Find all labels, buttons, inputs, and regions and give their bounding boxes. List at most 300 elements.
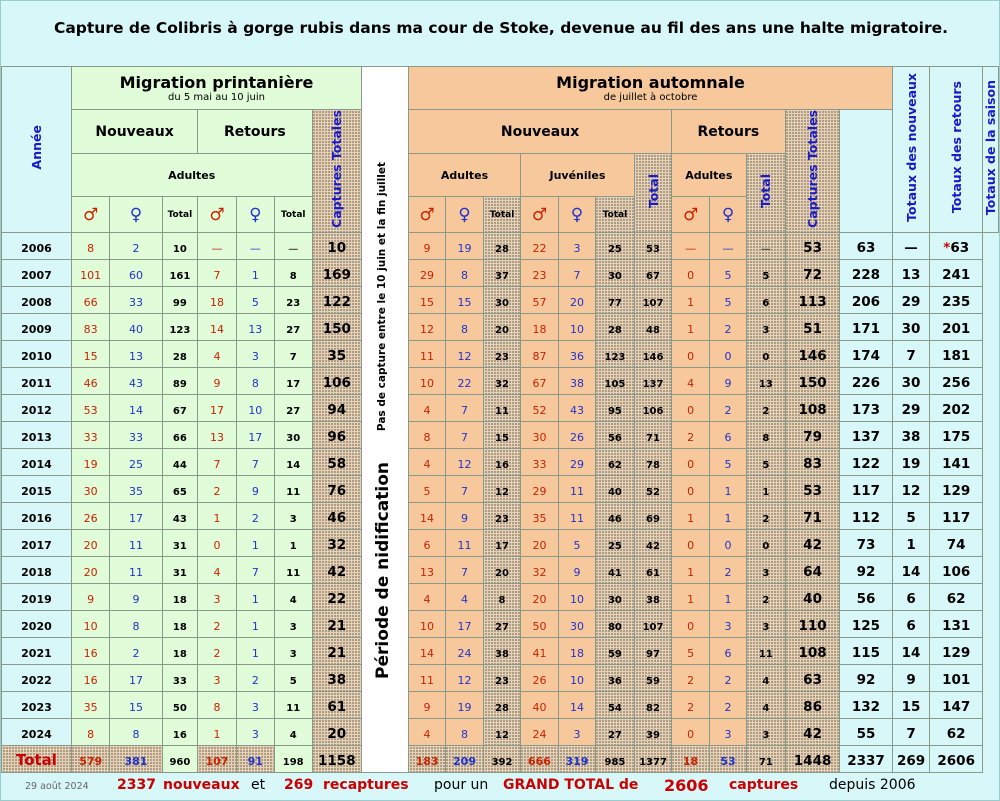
row-spring-new-male: 8 (71, 719, 110, 746)
row-spring-captures: 32 (312, 530, 362, 557)
row-spring-return-total: 8 (274, 260, 312, 287)
spring-total-captures-header-cell (312, 110, 362, 233)
row-autumn-juv-male: 30 (520, 422, 558, 449)
row-spring-new-female: 14 (110, 395, 162, 422)
row-spring-return-total: 14 (274, 449, 312, 476)
row-autumn-juv-male: 33 (520, 449, 558, 476)
row-autumn-juv-male: 52 (520, 395, 558, 422)
row-autumn-captures: 64 (785, 557, 839, 584)
row-autumn-juv-male: 32 (520, 557, 558, 584)
row-autumn-juv-male: 26 (520, 665, 558, 692)
male-symbol: ♂ (71, 197, 110, 233)
row-spring-new-female: 17 (110, 503, 162, 530)
row-total-returns: 30 (892, 368, 930, 395)
row-autumn-adult-male: 29 (409, 260, 446, 287)
row-autumn-juv-total: 56 (595, 422, 634, 449)
row-autumn-return-total: 4 (746, 665, 785, 692)
row-autumn-juv-total: 80 (595, 611, 634, 638)
row-autumn-juv-female: 38 (559, 368, 596, 395)
row-year: 2018 (2, 557, 72, 584)
row-spring-return-female: 8 (236, 368, 274, 395)
row-spring-new-female: 43 (110, 368, 162, 395)
row-spring-new-total: 10 (162, 233, 198, 260)
row-spring-new-total: 161 (162, 260, 198, 287)
row-spring-return-male: 18 (198, 287, 236, 314)
row-autumn-juv-female: 5 (559, 530, 596, 557)
row-autumn-return-male: 2 (671, 422, 709, 449)
row-autumn-adult-total: 12 (484, 719, 521, 746)
row-autumn-new-total: 97 (635, 638, 672, 665)
row-spring-return-female: 13 (236, 314, 274, 341)
row-spring-new-female: 33 (110, 287, 162, 314)
row-total-new: 112 (840, 503, 892, 530)
row-total-new: 173 (840, 395, 892, 422)
row-autumn-captures: 63 (785, 665, 839, 692)
row-autumn-juv-total: 25 (595, 233, 634, 260)
row-autumn-return-total: 2 (746, 395, 785, 422)
row-spring-new-total: 43 (162, 503, 198, 530)
row-autumn-return-male: 1 (671, 287, 709, 314)
row-autumn-juv-total: 62 (595, 449, 634, 476)
row-year: 2009 (2, 314, 72, 341)
male-symbol: ♂ (198, 197, 236, 233)
row-spring-return-female: 17 (236, 422, 274, 449)
row-spring-new-female: 13 (110, 341, 162, 368)
total-label: Total (162, 197, 198, 233)
row-autumn-juv-female: 10 (559, 314, 596, 341)
row-spring-new-total: 89 (162, 368, 198, 395)
row-spring-new-female: 35 (110, 476, 162, 503)
autumn-header-cell (409, 67, 892, 110)
autumn-total-captures-header-cell (785, 110, 839, 233)
row-autumn-return-male: 0 (671, 530, 709, 557)
row-autumn-juv-female: 7 (559, 260, 596, 287)
total-row-autumn-captures: 1448 (785, 746, 839, 773)
row-autumn-juv-male: 57 (520, 287, 558, 314)
row-autumn-return-male: 0 (671, 395, 709, 422)
row-spring-captures: 21 (312, 611, 362, 638)
row-spring-return-female: 5 (236, 287, 274, 314)
total-row-autumn-new-total: 1377 (635, 746, 672, 773)
row-autumn-adult-female: 7 (445, 557, 483, 584)
footer-date: 29 août 2024 (25, 781, 89, 792)
row-total-new: 73 (840, 530, 892, 557)
row-year: 2019 (2, 584, 72, 611)
row-autumn-juv-total: 25 (595, 530, 634, 557)
row-spring-return-male: 14 (198, 314, 236, 341)
row-autumn-captures: 108 (785, 638, 839, 665)
row-autumn-juv-female: 11 (559, 503, 596, 530)
row-spring-new-female: 15 (110, 692, 162, 719)
row-year: 2020 (2, 611, 72, 638)
row-autumn-return-female: 0 (710, 341, 747, 368)
row-spring-new-total: 67 (162, 395, 198, 422)
row-spring-return-male: 13 (198, 422, 236, 449)
row-spring-new-female: 9 (110, 584, 162, 611)
row-total-new: 137 (840, 422, 892, 449)
total-label: Total (274, 197, 312, 233)
row-autumn-new-total: 67 (635, 260, 672, 287)
row-spring-return-male: 9 (198, 368, 236, 395)
row-total-season: 141 (930, 449, 983, 476)
row-spring-return-female: 7 (236, 557, 274, 584)
row-autumn-adult-female: 4 (445, 584, 483, 611)
row-spring-new-male: 20 (71, 530, 110, 557)
row-autumn-adult-male: 11 (409, 341, 446, 368)
row-autumn-adult-total: 32 (484, 368, 521, 395)
row-spring-new-total: 16 (162, 719, 198, 746)
totals-season-header-cell (983, 67, 999, 233)
row-autumn-juv-female: 3 (559, 719, 596, 746)
row-autumn-new-total: 71 (635, 422, 672, 449)
row-autumn-return-total: 5 (746, 449, 785, 476)
row-autumn-return-total: 11 (746, 638, 785, 665)
row-autumn-new-total: 52 (635, 476, 672, 503)
row-autumn-return-female: 9 (710, 368, 747, 395)
row-autumn-adult-male: 4 (409, 449, 446, 476)
row-autumn-return-male: 1 (671, 557, 709, 584)
row-spring-return-total: 23 (274, 287, 312, 314)
row-total-returns: 14 (892, 557, 930, 584)
row-autumn-adult-female: 7 (445, 476, 483, 503)
row-spring-return-female: 2 (236, 665, 274, 692)
footer-new-count: 2337 (117, 777, 156, 793)
row-spring-captures: 38 (312, 665, 362, 692)
row-spring-new-male: 20 (71, 557, 110, 584)
row-autumn-adult-female: 7 (445, 422, 483, 449)
female-symbol: ♀ (110, 197, 162, 233)
row-total-new: 63 (840, 233, 892, 260)
row-total-returns: 38 (892, 422, 930, 449)
row-autumn-adult-female: 9 (445, 503, 483, 530)
row-spring-new-male: 35 (71, 692, 110, 719)
row-autumn-captures: 110 (785, 611, 839, 638)
row-year: 2014 (2, 449, 72, 476)
total-label: Total (484, 197, 521, 233)
row-total-returns: 6 (892, 584, 930, 611)
row-total-returns: 14 (892, 638, 930, 665)
autumn-migration-title: Migration automnale (556, 73, 745, 92)
row-spring-return-female: 1 (236, 611, 274, 638)
row-spring-new-male: 8 (71, 233, 110, 260)
row-autumn-captures: 150 (785, 368, 839, 395)
total-row-autumn-juv-male: 666 (520, 746, 558, 773)
row-autumn-juv-female: 29 (559, 449, 596, 476)
row-autumn-captures: 53 (785, 476, 839, 503)
row-spring-return-female: 3 (236, 719, 274, 746)
row-year: 2012 (2, 395, 72, 422)
footer-recapture-word: recaptures (323, 777, 409, 793)
footer-since: depuis 2006 (829, 777, 916, 793)
row-spring-return-total: 4 (274, 584, 312, 611)
row-autumn-adult-male: 9 (409, 233, 446, 260)
female-symbol: ♀ (710, 197, 747, 233)
row-spring-return-female: 1 (236, 260, 274, 287)
row-autumn-juv-female: 30 (559, 611, 596, 638)
row-spring-new-male: 30 (71, 476, 110, 503)
row-autumn-adult-male: 14 (409, 503, 446, 530)
row-autumn-adult-total: 20 (484, 557, 521, 584)
row-spring-new-female: 11 (110, 557, 162, 584)
nesting-period-label: Période de nidification (373, 462, 394, 679)
footer-for-a: pour un (434, 777, 489, 793)
footer-grand-total: 2606 (664, 776, 709, 795)
spring-new-header: Nouveaux (71, 110, 197, 154)
data-table (1, 66, 999, 773)
row-autumn-return-total: 2 (746, 503, 785, 530)
autumn-new-header: Nouveaux (409, 110, 672, 154)
row-total-new: 132 (840, 692, 892, 719)
row-total-new: 122 (840, 449, 892, 476)
year-header: Année (28, 125, 44, 170)
row-spring-captures: 21 (312, 638, 362, 665)
row-spring-new-total: 18 (162, 611, 198, 638)
row-autumn-captures: 40 (785, 584, 839, 611)
row-spring-return-female: 9 (236, 476, 274, 503)
totals-returns-header-cell (930, 67, 983, 233)
row-autumn-adult-total: 38 (484, 638, 521, 665)
row-autumn-return-male: 0 (671, 449, 709, 476)
row-autumn-juv-total: 28 (595, 314, 634, 341)
autumn-migration-dates: de juillet à octobre (603, 92, 698, 103)
row-total-season: *63 (930, 233, 983, 260)
row-spring-return-total: 5 (274, 665, 312, 692)
row-spring-new-male: 46 (71, 368, 110, 395)
autumn-returns-adults-header: Adultes (671, 154, 746, 197)
row-spring-captures: 61 (312, 692, 362, 719)
row-autumn-new-total: 146 (635, 341, 672, 368)
male-symbol: ♂ (671, 197, 709, 233)
row-autumn-captures: 83 (785, 449, 839, 476)
row-spring-return-male: 0 (198, 530, 236, 557)
row-autumn-adult-total: 17 (484, 530, 521, 557)
row-year: 2016 (2, 503, 72, 530)
row-autumn-return-male: 2 (671, 665, 709, 692)
row-total-season: 202 (930, 395, 983, 422)
row-spring-new-total: 50 (162, 692, 198, 719)
row-autumn-juv-total: 54 (595, 692, 634, 719)
total-label: Total (595, 197, 634, 233)
total-row-spring-return-male: 107 (198, 746, 236, 773)
row-autumn-juv-total: 41 (595, 557, 634, 584)
row-autumn-adult-male: 5 (409, 476, 446, 503)
autumn-new-total-header: Total (645, 173, 661, 209)
row-autumn-adult-male: 8 (409, 422, 446, 449)
total-row-spring-return-total: 198 (274, 746, 312, 773)
row-autumn-return-male: 0 (671, 260, 709, 287)
row-total-season: 129 (930, 638, 983, 665)
row-spring-new-female: 40 (110, 314, 162, 341)
row-spring-return-male: 2 (198, 476, 236, 503)
row-spring-return-total: 11 (274, 692, 312, 719)
row-spring-new-male: 10 (71, 611, 110, 638)
row-spring-return-female: 2 (236, 503, 274, 530)
nesting-period-column (362, 67, 409, 773)
row-spring-new-female: 11 (110, 530, 162, 557)
row-autumn-return-total: 0 (746, 530, 785, 557)
row-total-returns: 15 (892, 692, 930, 719)
row-spring-return-male: 1 (198, 719, 236, 746)
row-spring-return-total: 3 (274, 611, 312, 638)
row-autumn-captures: 71 (785, 503, 839, 530)
row-spring-new-total: 18 (162, 584, 198, 611)
row-spring-captures: 94 (312, 395, 362, 422)
row-autumn-new-total: 82 (635, 692, 672, 719)
row-spring-return-male: 4 (198, 557, 236, 584)
row-autumn-return-female: 1 (710, 476, 747, 503)
row-spring-return-female: 1 (236, 530, 274, 557)
total-row-spring-captures: 1158 (312, 746, 362, 773)
row-total-season: 101 (930, 665, 983, 692)
spring-adults-header: Adultes (71, 154, 312, 197)
row-spring-return-total: 11 (274, 476, 312, 503)
row-total-season: 201 (930, 314, 983, 341)
row-total-returns: 5 (892, 503, 930, 530)
row-spring-return-total: 30 (274, 422, 312, 449)
row-year: 2010 (2, 341, 72, 368)
footer-new-word: nouveaux (163, 777, 240, 793)
row-autumn-new-total: 38 (635, 584, 672, 611)
row-spring-return-total: 3 (274, 638, 312, 665)
row-autumn-adult-male: 10 (409, 368, 446, 395)
row-autumn-juv-female: 10 (559, 665, 596, 692)
year-header-cell (2, 67, 72, 233)
row-autumn-adult-female: 12 (445, 449, 483, 476)
row-spring-new-male: 101 (71, 260, 110, 287)
row-autumn-adult-total: 28 (484, 233, 521, 260)
row-total-season: 131 (930, 611, 983, 638)
row-year: 2022 (2, 665, 72, 692)
row-spring-return-total: 27 (274, 395, 312, 422)
total-row-autumn-return-male: 18 (671, 746, 709, 773)
row-autumn-juv-total: 46 (595, 503, 634, 530)
row-spring-return-male: 1 (198, 503, 236, 530)
row-autumn-adult-female: 8 (445, 260, 483, 287)
row-autumn-return-total: 4 (746, 692, 785, 719)
row-total-new: 92 (840, 557, 892, 584)
row-total-returns: 7 (892, 341, 930, 368)
row-spring-return-male: 4 (198, 341, 236, 368)
autumn-adults-header: Adultes (409, 154, 520, 197)
row-autumn-return-male: 1 (671, 584, 709, 611)
row-total-season: 62 (930, 719, 983, 746)
row-autumn-return-male: 1 (671, 503, 709, 530)
female-symbol: ♀ (236, 197, 274, 233)
row-spring-return-male: 3 (198, 665, 236, 692)
row-autumn-return-total: 8 (746, 422, 785, 449)
row-spring-return-total: 27 (274, 314, 312, 341)
footer (1, 771, 1000, 801)
row-spring-captures: 96 (312, 422, 362, 449)
row-year: 2024 (2, 719, 72, 746)
row-autumn-new-total: 59 (635, 665, 672, 692)
row-autumn-return-female: 1 (710, 503, 747, 530)
row-autumn-adult-total: 15 (484, 422, 521, 449)
row-total-returns: 13 (892, 260, 930, 287)
row-autumn-return-total: 3 (746, 314, 785, 341)
row-autumn-juv-male: 50 (520, 611, 558, 638)
row-autumn-return-male: 2 (671, 692, 709, 719)
total-row-autumn-adult-total: 392 (484, 746, 521, 773)
row-total-season: 147 (930, 692, 983, 719)
autumn-returns-header: Retours (671, 110, 785, 154)
footer-grand-total-label: GRAND TOTAL de (503, 777, 639, 793)
row-total-returns: 19 (892, 449, 930, 476)
row-autumn-return-female: 6 (710, 638, 747, 665)
row-total-new: 206 (840, 287, 892, 314)
row-autumn-juv-female: 36 (559, 341, 596, 368)
row-total-new: 171 (840, 314, 892, 341)
row-total-returns: 9 (892, 665, 930, 692)
row-autumn-return-total: — (746, 233, 785, 260)
row-autumn-adult-female: 15 (445, 287, 483, 314)
female-symbol: ♀ (559, 197, 596, 233)
row-total-returns: 1 (892, 530, 930, 557)
row-spring-captures: 10 (312, 233, 362, 260)
row-spring-return-male: 7 (198, 260, 236, 287)
row-autumn-juv-total: 40 (595, 476, 634, 503)
row-spring-new-female: 2 (110, 233, 162, 260)
row-autumn-juv-male: 29 (520, 476, 558, 503)
row-autumn-adult-male: 4 (409, 395, 446, 422)
row-year: 2013 (2, 422, 72, 449)
row-autumn-return-female: 0 (710, 530, 747, 557)
total-row-spring-new-female: 381 (110, 746, 162, 773)
row-autumn-captures: 146 (785, 341, 839, 368)
row-spring-captures: 42 (312, 557, 362, 584)
row-total-new: 115 (840, 638, 892, 665)
row-total-returns: 29 (892, 395, 930, 422)
total-row-total-returns: 269 (892, 746, 930, 773)
row-spring-new-total: 44 (162, 449, 198, 476)
row-autumn-captures: 113 (785, 287, 839, 314)
male-symbol: ♂ (409, 197, 446, 233)
row-autumn-juv-female: 18 (559, 638, 596, 665)
total-row-total-season: 2606 (930, 746, 983, 773)
row-spring-new-total: 31 (162, 530, 198, 557)
row-total-season: 181 (930, 341, 983, 368)
row-year: 2015 (2, 476, 72, 503)
spring-migration-dates: du 5 mai au 10 juin (168, 92, 266, 103)
row-autumn-juv-female: 20 (559, 287, 596, 314)
total-row-total-new: 2337 (840, 746, 892, 773)
row-autumn-adult-total: 11 (484, 395, 521, 422)
row-spring-return-female: 10 (236, 395, 274, 422)
row-autumn-adult-female: 7 (445, 395, 483, 422)
row-autumn-captures: 108 (785, 395, 839, 422)
row-autumn-return-total: 0 (746, 341, 785, 368)
nesting-note-small: Pas de capture entre le 10 juin et la fin juillet (376, 162, 389, 432)
row-autumn-adult-total: 20 (484, 314, 521, 341)
row-autumn-juv-total: 59 (595, 638, 634, 665)
row-autumn-new-total: 39 (635, 719, 672, 746)
row-autumn-return-male: — (671, 233, 709, 260)
row-autumn-return-total: 5 (746, 260, 785, 287)
row-autumn-new-total: 48 (635, 314, 672, 341)
row-spring-new-female: 60 (110, 260, 162, 287)
row-autumn-juv-male: 18 (520, 314, 558, 341)
footer-and: et (251, 777, 266, 793)
row-spring-new-male: 66 (71, 287, 110, 314)
row-autumn-adult-female: 12 (445, 665, 483, 692)
row-autumn-adult-total: 16 (484, 449, 521, 476)
row-spring-new-male: 19 (71, 449, 110, 476)
row-autumn-return-male: 4 (671, 368, 709, 395)
row-spring-return-total: 1 (274, 530, 312, 557)
row-spring-new-female: 17 (110, 665, 162, 692)
page-title: Capture de Colibris à gorge rubis dans ma cour de Stoke, devenue au fil des ans une halte migratoire. (53, 19, 949, 37)
row-spring-captures: 46 (312, 503, 362, 530)
